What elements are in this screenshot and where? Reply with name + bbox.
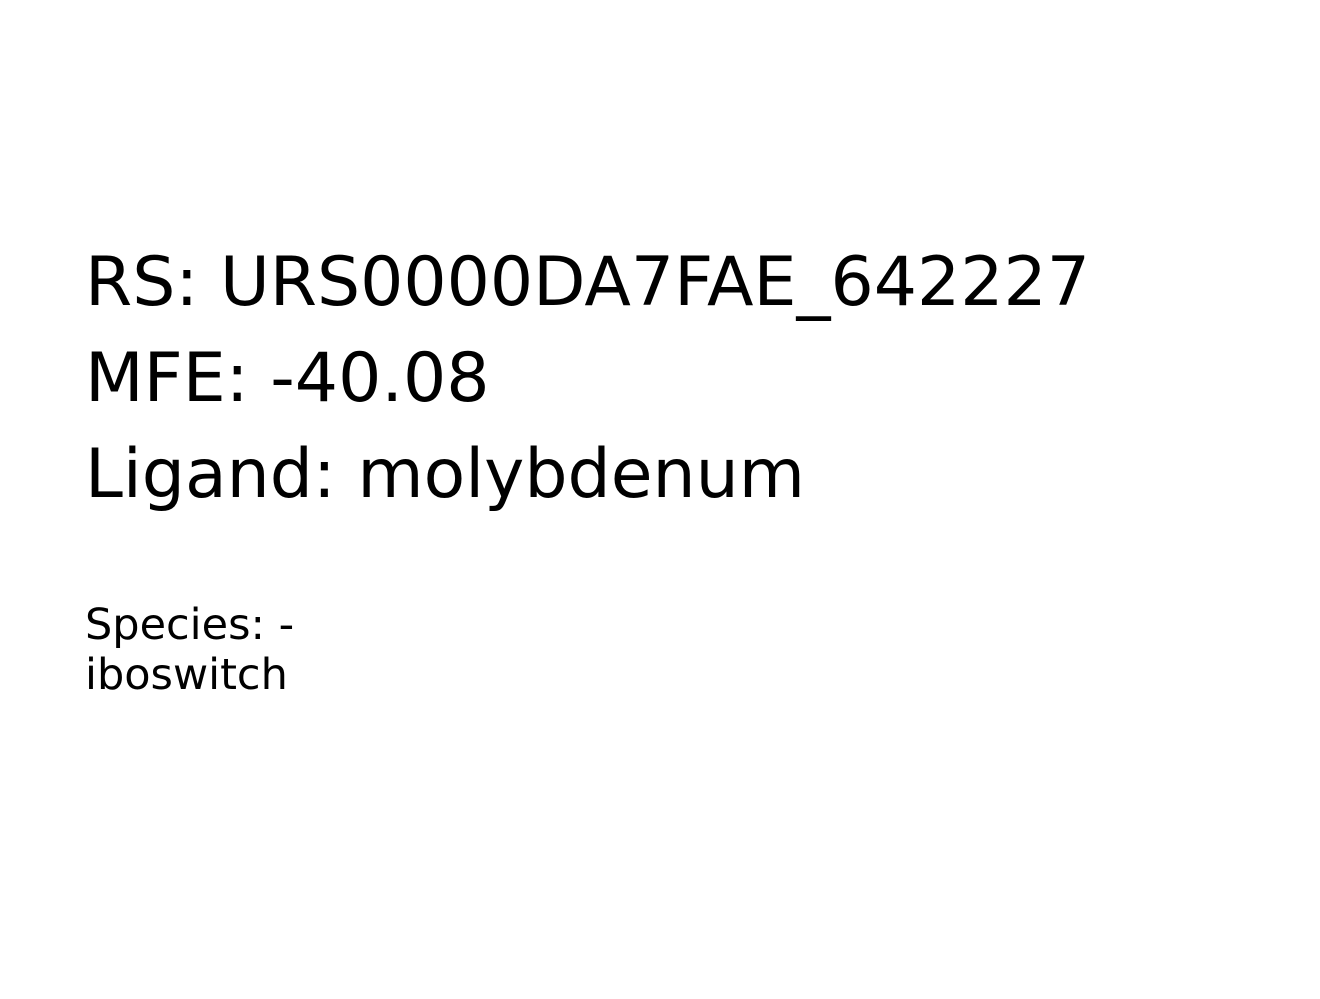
- rs-identifier: RS: URS0000DA7FAE_642227: [85, 243, 1091, 322]
- mfe-value: MFE: -40.08: [85, 339, 490, 418]
- species-label: Species: -: [85, 600, 295, 650]
- species-label-continued: iboswitch: [85, 650, 288, 700]
- ligand-name: Ligand: molybdenum: [85, 435, 805, 514]
